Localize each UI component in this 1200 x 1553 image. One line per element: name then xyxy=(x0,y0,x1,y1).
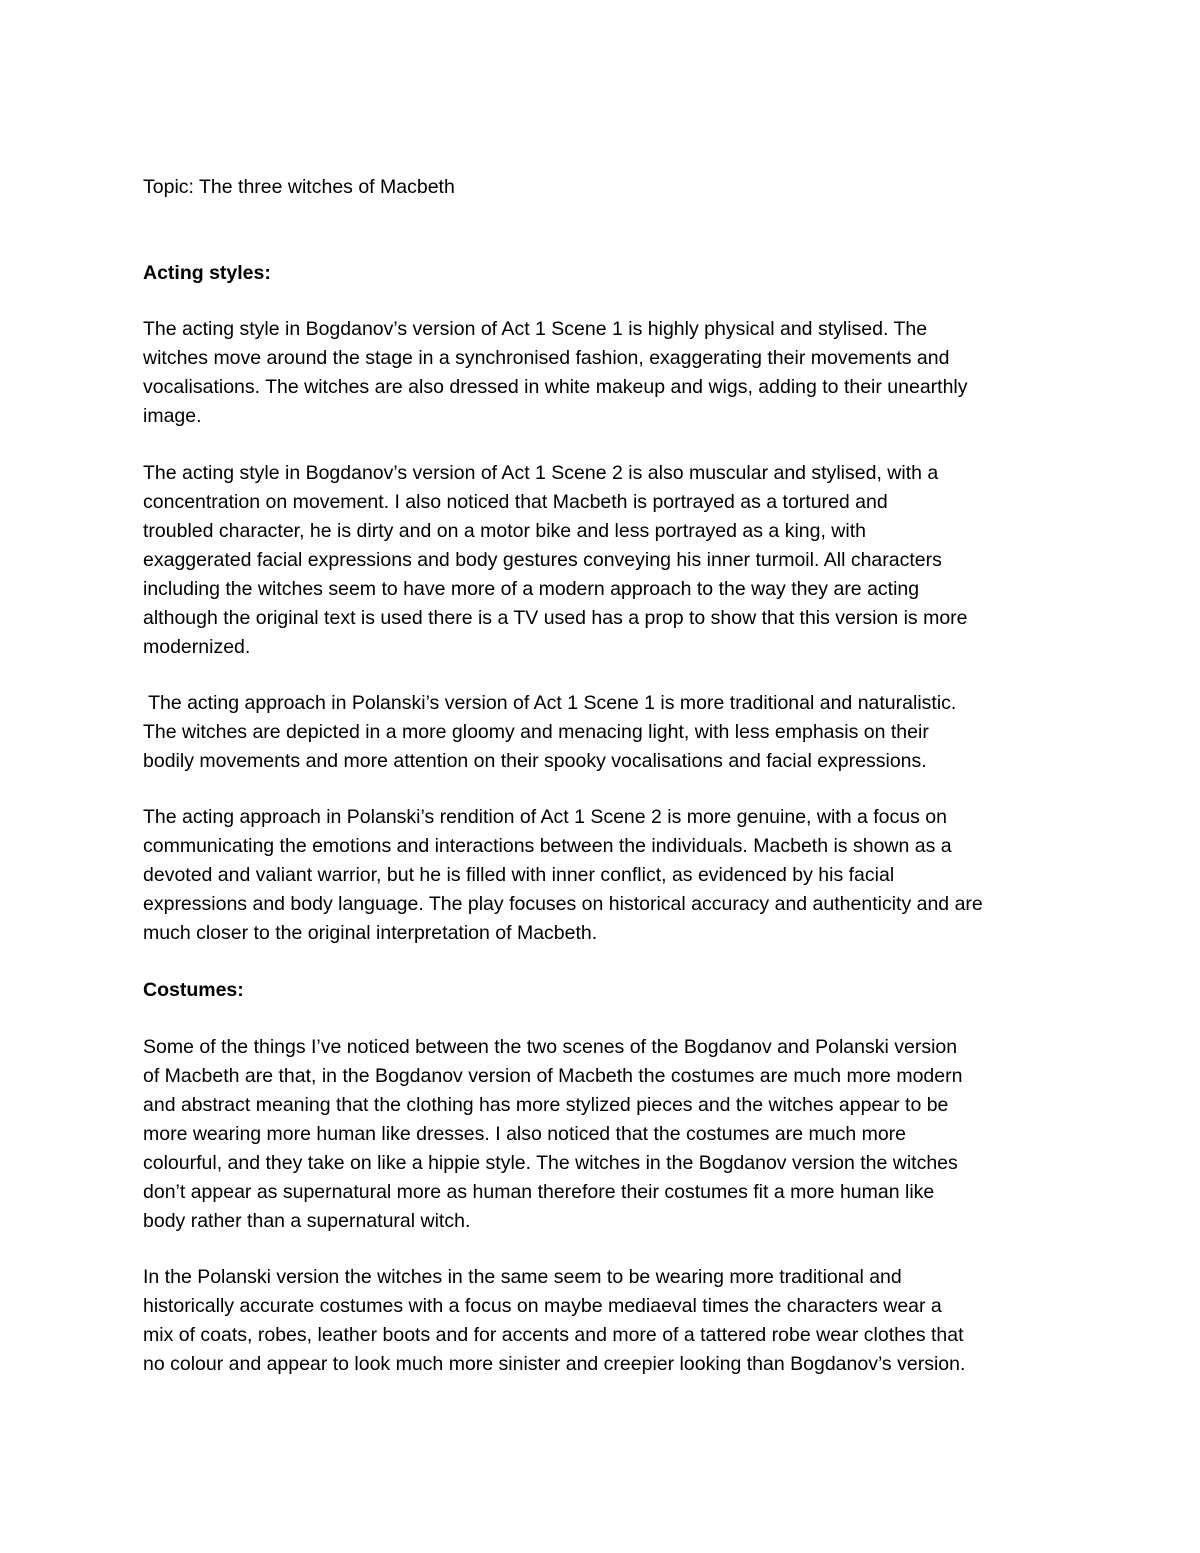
paragraph-line: of Macbeth are that, in the Bogdanov version of Macbeth the costumes are much more modern xyxy=(143,1065,963,1087)
acting-paragraph-2 xyxy=(143,459,1063,662)
costumes-paragraph-2 xyxy=(143,1263,1063,1379)
paragraph-line: body rather than a supernatural witch. xyxy=(143,1210,471,1232)
paragraph-line: colourful, and they take on like a hippie style. The witches in the Bogdanov version the witches xyxy=(143,1152,958,1174)
paragraph-line: image. xyxy=(143,405,202,427)
paragraph-line: bodily movements and more attention on their spooky vocalisations and facial expressions. xyxy=(143,750,927,772)
topic-text: Topic: The three witches of Macbeth xyxy=(143,176,455,198)
paragraph-line: more wearing more human like dresses. I also noticed that the costumes are much more xyxy=(143,1123,907,1145)
paragraph-line: no colour and appear to look much more sinister and creepier looking than Bogdanov’s version. xyxy=(143,1353,966,1375)
paragraph-line: including the witches seem to have more of a modern approach to the way they are acting xyxy=(143,578,920,600)
paragraph-line: exaggerated facial expressions and body gestures conveying his inner turmoil. All characters xyxy=(143,549,942,571)
paragraph-line: and abstract meaning that the clothing has more stylized pieces and the witches appear to be xyxy=(143,1094,949,1116)
paragraph-line: communicating the emotions and interactions between the individuals. Macbeth is shown as a xyxy=(143,835,952,857)
paragraph-line: mix of coats, robes, leather boots and for accents and more of a tattered robe wear clothes that xyxy=(143,1324,964,1346)
paragraph-line: expressions and body language. The play focuses on historical accuracy and authenticity and are xyxy=(143,893,983,915)
acting-styles-heading-block xyxy=(143,259,1063,288)
costumes-heading-block xyxy=(143,976,1063,1005)
paragraph-line: vocalisations. The witches are also dressed in white makeup and wigs, adding to their unearthly xyxy=(143,376,968,398)
acting-paragraph-3 xyxy=(143,689,1063,776)
paragraph-line: troubled character, he is dirty and on a motor bike and less portrayed as a king, with xyxy=(143,520,866,542)
paragraph-line: The witches are depicted in a more gloomy and menacing light, with less emphasis on their xyxy=(143,721,929,743)
paragraph-line: The acting approach in Polanski’s version of Act 1 Scene 1 is more traditional and naturalistic. xyxy=(143,692,957,714)
paragraph-line: The acting style in Bogdanov’s version of Act 1 Scene 1 is highly physical and stylised. The xyxy=(143,318,928,340)
paragraph-line: witches move around the stage in a synchronised fashion, exaggerating their movements and xyxy=(143,347,950,369)
paragraph-line: don’t appear as supernatural more as human therefore their costumes fit a more human like xyxy=(143,1181,935,1203)
section-heading-acting-styles: Acting styles: xyxy=(143,262,271,284)
paragraph-line: modernized. xyxy=(143,636,251,658)
acting-paragraph-1 xyxy=(143,315,1063,431)
paragraph-line: devoted and valiant warrior, but he is filled with inner conflict, as evidenced by his facial xyxy=(143,864,895,886)
topic-line xyxy=(143,173,1063,202)
costumes-paragraph-1 xyxy=(143,1033,1063,1236)
paragraph-line: concentration on movement. I also noticed that Macbeth is portrayed as a tortured and xyxy=(143,491,888,513)
paragraph-line: In the Polanski version the witches in the same seem to be wearing more traditional and xyxy=(143,1266,902,1288)
paragraph-line: although the original text is used there is a TV used has a prop to show that this version is more xyxy=(143,607,968,629)
paragraph-line: The acting style in Bogdanov’s version of Act 1 Scene 2 is also muscular and stylised, with a xyxy=(143,462,939,484)
acting-paragraph-4 xyxy=(143,803,1063,948)
section-heading-costumes: Costumes: xyxy=(143,979,244,1001)
paragraph-line: historically accurate costumes with a focus on maybe mediaeval times the characters wear a xyxy=(143,1295,942,1317)
paragraph-line: much closer to the original interpretation of Macbeth. xyxy=(143,922,598,944)
paragraph-line: The acting approach in Polanski’s rendition of Act 1 Scene 2 is more genuine, with a focus on xyxy=(143,806,947,828)
paragraph-line: Some of the things I’ve noticed between the two scenes of the Bogdanov and Polanski version xyxy=(143,1036,958,1058)
